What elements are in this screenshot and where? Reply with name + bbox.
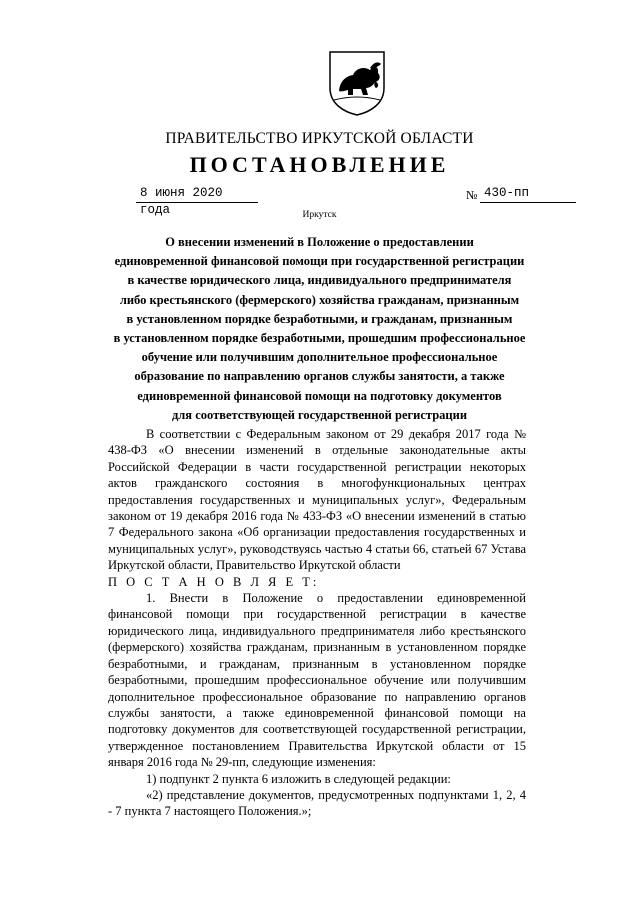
decree-number: 430-пп (480, 185, 576, 203)
title-line: для соответствующей государственной регистрации (171, 407, 468, 422)
resolves-heading: П О С Т А Н О В Л Я Е Т: (108, 574, 320, 589)
decree-body (108, 426, 526, 820)
title-line: либо крестьянского (фермерского) хозяйства гражданам, признанным (119, 292, 520, 307)
irkutsk-coat-of-arms-emblem (326, 48, 388, 116)
title-line: в установленном порядке безработными, прошедшим профессиональное (113, 331, 526, 346)
title-line: в установленном порядке безработными, и гражданам, признанным (126, 311, 513, 326)
preamble-paragraph: В соответствии с Федеральным законом от 29 декабря 2017 года № 438-ФЗ «О внесении изменений в отдельные законодательные акты Российской Федерации в части государственной регистрации некоторых актов гражданского состояния в многофункциональных центрах предоставления государственных и муниципальных услуг», Федеральным законом от 19 декабря 2016 года № 433-ФЗ «О внесении изменений в статью 7 Федерального закона «Об организации предоставления государственных и муниципальных услуг», руководствуясь частью 4 статьи 66, статьей 67 Устава Иркутской области, Правительство Иркутской области (108, 427, 526, 573)
decree-date: 8 июня 2020 года (136, 185, 258, 203)
title-line: обучение или получившим дополнительное профессиональное (141, 350, 498, 365)
title-line: О внесении изменений в Положение о предоставлении (165, 235, 474, 249)
title-line: образование по направлению органов службы занятости, а также (134, 369, 505, 384)
number-sign: № (466, 188, 478, 202)
document-type: ПОСТАНОВЛЕНИЕ (189, 152, 450, 177)
decree-title (100, 233, 539, 425)
item-1-paragraph: 1. Внести в Положение о предоставлении единовременной финансовой помощи при государственной регистрации в качестве юридического лица, индивидуального предпринимателя либо крестьянского (фермерского) хозяйства гражданам, признанным в установленном порядке безработными, и гражданам, признанным в установленном порядке безработными, прошедшим профессиональное обучение или получившим дополнительное профессиональное образование по направлению органов службы занятости, а также единовременной финансовой помощи на подготовку документов для соответствующей государственной регистрации, утвержденное постановлением Правительства Иркутской области от 15 января 2016 года № 29-пп, следующие изменения: (108, 591, 526, 770)
title-line: единовременной финансовой помощи на подготовку документов (137, 388, 502, 403)
title-line: в качестве юридического лица, индивидуального предпринимателя (127, 273, 512, 288)
title-line: единовременной финансовой помощи при государственной регистрации (114, 254, 525, 269)
city-name: Иркутск (302, 210, 337, 220)
subitem-1-paragraph: 1) подпункт 2 пункта 6 изложить в следующей редакции: (146, 771, 451, 786)
government-name: ПРАВИТЕЛЬСТВО ИРКУТСКОЙ ОБЛАСТИ (165, 130, 474, 147)
quoted-amendment-paragraph: «2) представление документов, предусмотренных подпунктами 1, 2, 4 - 7 пункта 7 настоящего Положения.»; (108, 787, 526, 819)
